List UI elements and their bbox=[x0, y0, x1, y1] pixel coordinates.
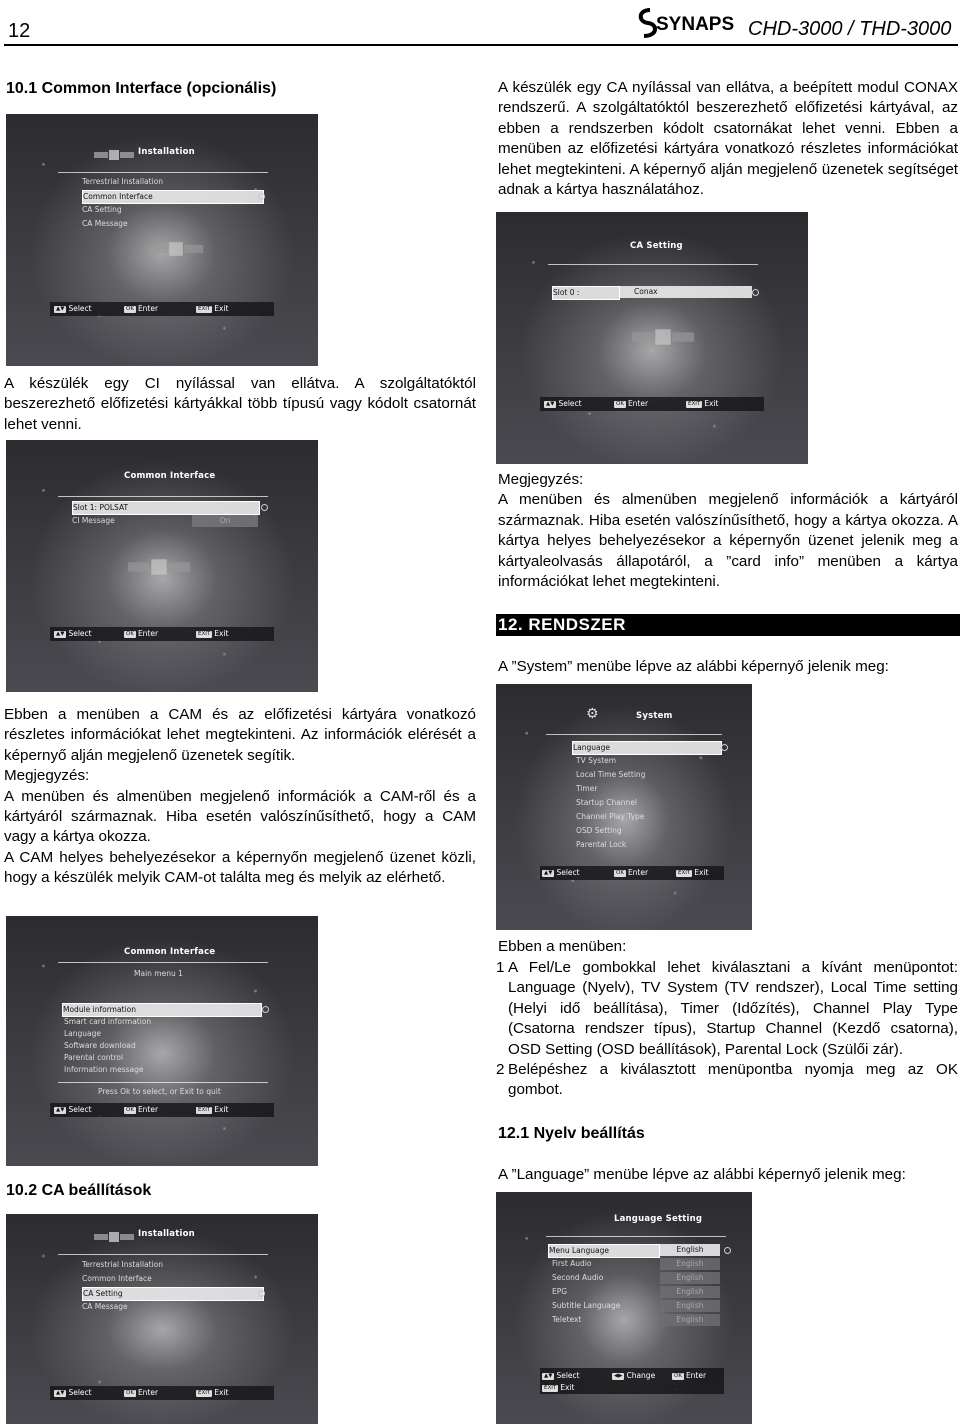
screen-title: CA Setting bbox=[630, 241, 683, 251]
footer-enter: OK Enter bbox=[126, 304, 159, 313]
screen-title: Common Interface bbox=[124, 471, 216, 481]
title-rule bbox=[546, 1236, 726, 1237]
menu-item-language[interactable]: Language bbox=[64, 1029, 102, 1038]
menu-item-terrestrial[interactable]: Terrestrial Installation bbox=[82, 177, 164, 186]
ci-hint-text: Press Ok to select, or Exit to quit bbox=[98, 1087, 221, 1096]
ca-setting-screen bbox=[496, 212, 808, 464]
footer-select: ▲▼ Select bbox=[546, 399, 582, 408]
menu-item-language[interactable]: Language bbox=[572, 741, 722, 755]
para-note: A menüben és almenüben megjelenő információk a kártyáról származnak. Hiba esetén valószínűsíthető, hogy a kártya okozza. A kártya helyes behelyezésekor a képernyőn üzenet jelenik meg a kártyaleolvasás állapotáról, a ”card info” menüben a kártya információkat lehet megtekinteni. bbox=[498, 491, 958, 591]
satellite-icon bbox=[92, 144, 136, 166]
lang-label-subtitle: Subtitle Language bbox=[552, 1301, 621, 1310]
footer-exit: EXIT Exit bbox=[688, 399, 719, 408]
menu-item-startup-channel[interactable]: Startup Channel bbox=[576, 798, 638, 807]
screen-title: Installation bbox=[138, 147, 195, 157]
lang-label-menu[interactable]: Menu Language bbox=[548, 1244, 660, 1258]
note-label-right: Megjegyzés: bbox=[498, 471, 584, 488]
satellite-bg-icon bbox=[628, 320, 698, 354]
lang-label-first-audio: First Audio bbox=[552, 1259, 592, 1268]
logo-wordmark: SYNAPS bbox=[656, 14, 735, 35]
synaps-logo bbox=[636, 4, 746, 40]
menu-item-common-interface[interactable]: Common Interface bbox=[82, 190, 264, 204]
footer-exit: EXIT Exit bbox=[198, 1105, 229, 1114]
updown-key-icon: ▲▼ bbox=[56, 1106, 65, 1113]
title-rule bbox=[58, 496, 268, 497]
menu-item-ca-message[interactable]: CA Message bbox=[82, 1302, 128, 1311]
main-menu-subtitle: Main menu 1 bbox=[134, 969, 183, 978]
system-screen bbox=[496, 684, 752, 930]
menu-item-timer[interactable]: Timer bbox=[576, 784, 598, 793]
para-cam-2: A menüben és almenüben megjelenő információk a CAM-ről és a kártyáról származnak. Hiba esetén valószínűsíthető, hogy a CAM vagy a kártya okozza. bbox=[4, 787, 476, 846]
para-cam-3: A CAM helyes behelyezésekor a képernyőn megjelenő üzenet közli, hogy a készülék melyik CAM-ot találta meg és melyik az elérhető. bbox=[4, 848, 476, 887]
screen-title: Language Setting bbox=[614, 1214, 703, 1224]
menu-item-tv-system[interactable]: TV System bbox=[576, 756, 617, 765]
para-system-intro: A ”System” menübe lépve az alábbi képernyő jelenik meg: bbox=[498, 658, 889, 675]
footer-enter: OK Enter bbox=[126, 629, 159, 638]
updown-key-icon: ▲▼ bbox=[546, 400, 555, 407]
left-text-block bbox=[4, 705, 476, 889]
system-instructions-list bbox=[496, 958, 958, 1101]
footer-select: ▲▼ Select bbox=[56, 1388, 92, 1397]
menu-item-ca-setting[interactable]: CA Setting bbox=[82, 205, 122, 214]
list-number: 2 bbox=[496, 1061, 505, 1079]
footer-enter: OK Enter bbox=[616, 868, 649, 877]
menu-item-information-message[interactable]: Information message bbox=[64, 1065, 144, 1074]
updown-key-icon: ▲▼ bbox=[56, 630, 65, 637]
para-cam-1: Ebben a menüben a CAM és az előfizetési kártyára vonatkozó részletes információkat lehet megtekinteni. Az információk elérését a képernyő alján megjelenő üzenetek segítik. bbox=[4, 706, 476, 764]
lang-label-second-audio: Second Audio bbox=[552, 1273, 604, 1282]
title-rule bbox=[58, 1254, 268, 1255]
selection-dot-icon bbox=[261, 504, 268, 511]
satellite-icon bbox=[92, 1226, 136, 1248]
section-12-heading: 12. RENDSZER bbox=[496, 614, 960, 636]
language-setting-screen bbox=[496, 1192, 752, 1424]
header-rule bbox=[4, 44, 958, 46]
screen-title: System bbox=[636, 711, 673, 721]
lang-label-teletext: Teletext bbox=[552, 1315, 582, 1324]
footer-select: ▲▼ Select bbox=[544, 1371, 580, 1380]
menu-item-osd-setting[interactable]: OSD Setting bbox=[576, 826, 622, 835]
title-rule bbox=[58, 172, 268, 173]
footer-exit: EXIT Exit bbox=[678, 868, 709, 877]
list-item bbox=[496, 1060, 958, 1101]
title-rule bbox=[546, 734, 722, 735]
common-interface-screen bbox=[6, 440, 318, 692]
para-ca-intro: A készülék egy CA nyílással van ellátva, a beépített modul CONAX rendszerű. A szolgáltatóktól beszerezhető előfizetési kártyával, az ebben a rendszerben kódolt csatornákat lehet venni. Ebben a menüben az előfizetési kártyára vonatkozó részletes információkat lehet megtekinteni. A képernyő alján megjelenő üzenetek segítséget adnak a kártya használatához. bbox=[498, 79, 958, 199]
screen-title: Common Interface bbox=[124, 947, 216, 957]
title-rule bbox=[58, 962, 268, 963]
footer-select: ▲▼ Select bbox=[56, 1105, 92, 1114]
list-text: A Fel/Le gombokkal lehet kiválasztani a kívánt menüpontot: Language (Nyelv), TV System (TV rendszer), Local Time setting (Helyi idő beállítása), Timer (Időzítés), Channel Play Type (Csatorna rendszer típus), Startup Channel (Kezdő csatorna), OSD Setting (OSD beállítások), Parental Lock (Szülői zár). bbox=[508, 959, 958, 1058]
selection-dot-icon bbox=[721, 744, 728, 751]
updown-key-icon: ▲▼ bbox=[544, 1372, 553, 1379]
gear-icon: ⚙ bbox=[586, 706, 599, 722]
lang-value-teletext[interactable]: English bbox=[660, 1314, 720, 1326]
selection-dot-icon bbox=[724, 1247, 731, 1254]
satellite-bg-icon bbox=[124, 550, 194, 584]
slot-0-value[interactable]: Conax bbox=[620, 286, 752, 298]
section-12-1-heading: 12.1 Nyelv beállítás bbox=[498, 1125, 645, 1142]
menu-item-terrestrial[interactable]: Terrestrial Installation bbox=[82, 1260, 164, 1269]
footer-enter: OK Enter bbox=[674, 1371, 707, 1380]
footer-exit: EXIT Exit bbox=[544, 1383, 575, 1392]
selection-dot-icon bbox=[258, 1290, 265, 1297]
menu-item-smart-card[interactable]: Smart card information bbox=[64, 1017, 152, 1026]
menu-item-parental-control[interactable]: Parental control bbox=[64, 1053, 124, 1062]
menu-item-ca-setting[interactable]: CA Setting bbox=[82, 1287, 264, 1301]
list-text: Belépéshez a kiválasztott menüpontba nyomja meg az OK gombot. bbox=[508, 1061, 958, 1099]
menu-intro: Ebben a menüben: bbox=[498, 938, 627, 955]
footer-change: ◀▶ Change bbox=[614, 1371, 656, 1380]
footer-select: ▲▼ Select bbox=[56, 304, 92, 313]
right-note-block bbox=[498, 470, 958, 592]
selection-dot-icon bbox=[752, 289, 759, 296]
ci-message-value[interactable]: On bbox=[192, 515, 258, 527]
menu-item-ca-message[interactable]: CA Message bbox=[82, 219, 128, 228]
lang-label-epg: EPG bbox=[552, 1287, 568, 1296]
installation-ca-screen bbox=[6, 1214, 318, 1424]
footer-enter: OK Enter bbox=[126, 1105, 159, 1114]
ci-message-label: CI Message bbox=[72, 516, 115, 525]
installation-screen bbox=[6, 114, 318, 366]
ci-main-menu-screen bbox=[6, 916, 318, 1166]
updown-key-icon: ▲▼ bbox=[56, 305, 65, 312]
model-name: CHD-3000 / THD-3000 bbox=[748, 18, 952, 40]
lang-value-menu[interactable]: English bbox=[660, 1244, 720, 1256]
leftright-key-icon: ◀▶ bbox=[614, 1372, 623, 1379]
footer-enter: OK Enter bbox=[616, 399, 649, 408]
footer-exit: EXIT Exit bbox=[198, 629, 229, 638]
selection-dot-icon bbox=[262, 1006, 269, 1013]
footer-select: ▲▼ Select bbox=[56, 629, 92, 638]
menu-item-channel-play-type[interactable]: Channel Play Type bbox=[576, 812, 645, 821]
section-10-1-heading: 10.1 Common Interface (opcionális) bbox=[6, 80, 277, 97]
footer-exit: EXIT Exit bbox=[198, 304, 229, 313]
lang-value-first-audio[interactable]: English bbox=[660, 1258, 720, 1270]
menu-item-software-download[interactable]: Software download bbox=[64, 1041, 136, 1050]
menu-item-common-interface[interactable]: Common Interface bbox=[82, 1274, 152, 1283]
footer-select: ▲▼ Select bbox=[544, 868, 580, 877]
list-item bbox=[496, 958, 958, 1060]
updown-key-icon: ▲▼ bbox=[544, 869, 553, 876]
footer-exit: EXIT Exit bbox=[198, 1388, 229, 1397]
lang-value-epg[interactable]: English bbox=[660, 1286, 720, 1298]
selection-dot-icon bbox=[258, 193, 265, 200]
para-ci-slot: A készülék egy CI nyílással van ellátva. A szolgáltatóktól beszerezhető előfizetési kártyákkal több típusú vagy kódolt csatornát lehet venni. bbox=[4, 375, 476, 433]
note-label-left: Megjegyzés: bbox=[4, 767, 90, 785]
page-number: 12 bbox=[8, 20, 31, 42]
slot-1-item[interactable]: Slot 1: POLSAT bbox=[72, 501, 260, 515]
menu-item-local-time[interactable]: Local Time Setting bbox=[576, 770, 646, 779]
footer-enter: OK Enter bbox=[126, 1388, 159, 1397]
lang-value-subtitle[interactable]: English bbox=[660, 1300, 720, 1312]
lang-value-second-audio[interactable]: English bbox=[660, 1272, 720, 1284]
para-language-intro: A ”Language” menübe lépve az alábbi képernyő jelenik meg: bbox=[498, 1166, 906, 1183]
section-10-2-heading: 10.2 CA beállítások bbox=[6, 1182, 152, 1199]
screen-title: Installation bbox=[138, 1229, 195, 1239]
slot-0-label[interactable]: Slot 0 : bbox=[552, 286, 620, 300]
hint-rule bbox=[58, 1082, 268, 1083]
list-number: 1 bbox=[496, 959, 505, 976]
title-rule bbox=[548, 264, 758, 265]
menu-item-parental-lock[interactable]: Parental Lock bbox=[576, 840, 627, 849]
updown-key-icon: ▲▼ bbox=[56, 1389, 65, 1396]
menu-item-module-info[interactable]: Module information bbox=[62, 1003, 262, 1017]
satellite-bg-icon bbox=[146, 234, 206, 264]
